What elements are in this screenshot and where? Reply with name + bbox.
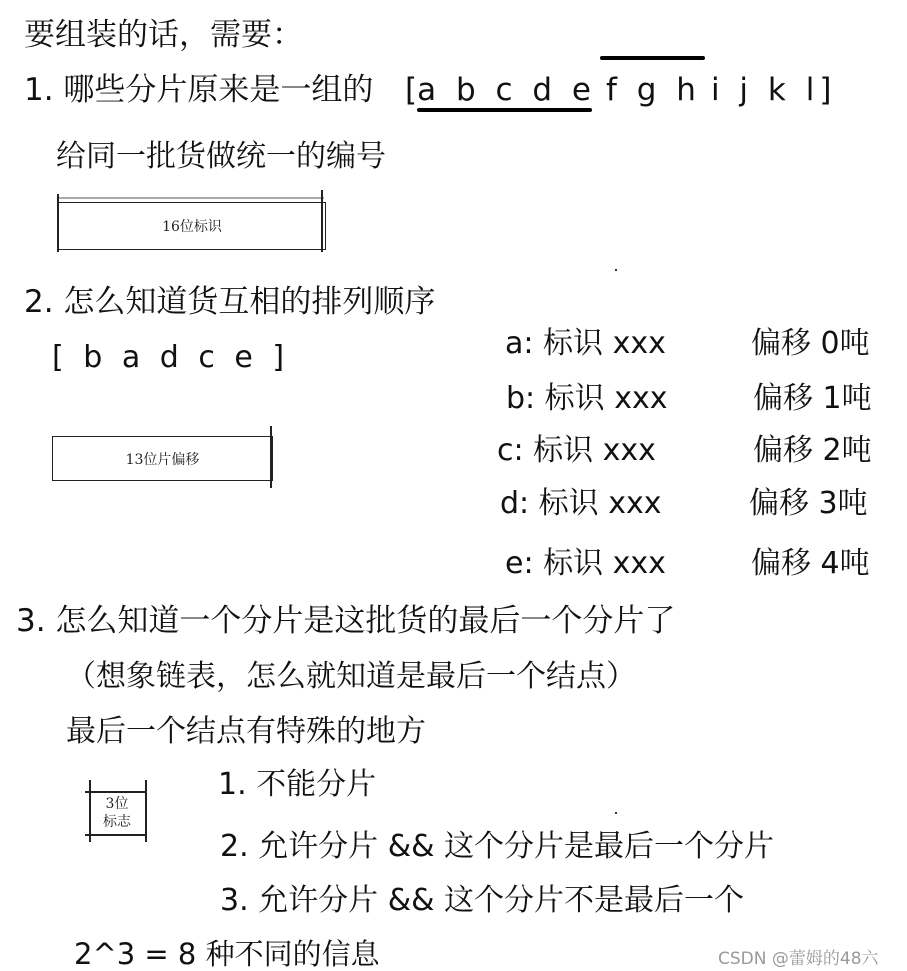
figure-tick-right	[321, 190, 323, 252]
q2-sequence: [ b a d c e ]	[52, 340, 290, 375]
q2-label: 2. 怎么知道货互相的排列顺序	[24, 284, 436, 320]
offset-row-a-id: a: 标识 xxx	[505, 326, 666, 361]
offset-row-e-offset: 偏移 4吨	[751, 546, 870, 581]
underline-mark	[417, 108, 592, 112]
q1-note: 给同一批货做统一的编号	[56, 139, 386, 174]
figure-tick-right	[270, 426, 272, 488]
offset-row-e-id: e: 标识 xxx	[505, 546, 666, 581]
offset-row-a-offset: 偏移 0吨	[751, 326, 870, 361]
q3-label: 3. 怎么知道一个分片是这批货的最后一个分片了	[16, 603, 676, 639]
figure-3bit-label	[90, 795, 144, 831]
offset-row-b-offset: 偏移 1吨	[753, 381, 872, 416]
figure-16bit-box: 16位标识	[58, 202, 326, 250]
figure-13bit-box: 13位片偏移	[52, 436, 273, 481]
offset-row-d-offset: 偏移 3吨	[749, 486, 868, 521]
q3-note: 最后一个结点有特殊的地方	[66, 714, 426, 749]
flag-option-1: 1. 不能分片	[218, 767, 377, 802]
figure-3bit-line2: 标志	[103, 814, 131, 830]
flag-option-2: 2. 允许分片 && 这个分片是最后一个分片	[220, 829, 775, 864]
figure-top-edge	[85, 791, 147, 793]
flag-option-3: 3. 允许分片 && 这个分片不是最后一个	[220, 883, 745, 918]
figure-bottom-edge	[85, 834, 147, 836]
q1-seq-close: ]	[819, 72, 832, 108]
q1-label: 1. 哪些分片原来是一组的	[24, 72, 374, 108]
figure-tick-right	[145, 780, 147, 842]
offset-row-d-id: d: 标识 xxx	[500, 486, 662, 521]
offset-row-c-id: c: 标识 xxx	[497, 433, 656, 468]
figure-tick-left	[57, 194, 59, 252]
stray-dot	[615, 269, 617, 271]
stray-dot	[615, 812, 617, 814]
figure-3bit-line1: 3位	[105, 796, 129, 812]
figure-top-edge	[58, 197, 324, 199]
intro-text: 要组装的话，需要：	[24, 17, 303, 53]
q1-seq-overlined: f g h	[606, 72, 701, 108]
summary-text: 2^3 = 8 种不同的信息	[74, 937, 380, 971]
overline-mark	[600, 56, 705, 60]
q1-seq-rest: i j k l	[710, 72, 820, 108]
offset-row-c-offset: 偏移 2吨	[753, 433, 872, 468]
offset-row-b-id: b: 标识 xxx	[506, 381, 668, 416]
q1-seq-open: [	[405, 72, 418, 108]
q1-sequence	[405, 72, 832, 108]
q3-hint: （想象链表，怎么就知道是最后一个结点）	[66, 659, 636, 694]
q1-seq-underlined: a b c d e	[417, 72, 596, 108]
csdn-watermark: CSDN @蕾姆的48六	[718, 949, 879, 969]
